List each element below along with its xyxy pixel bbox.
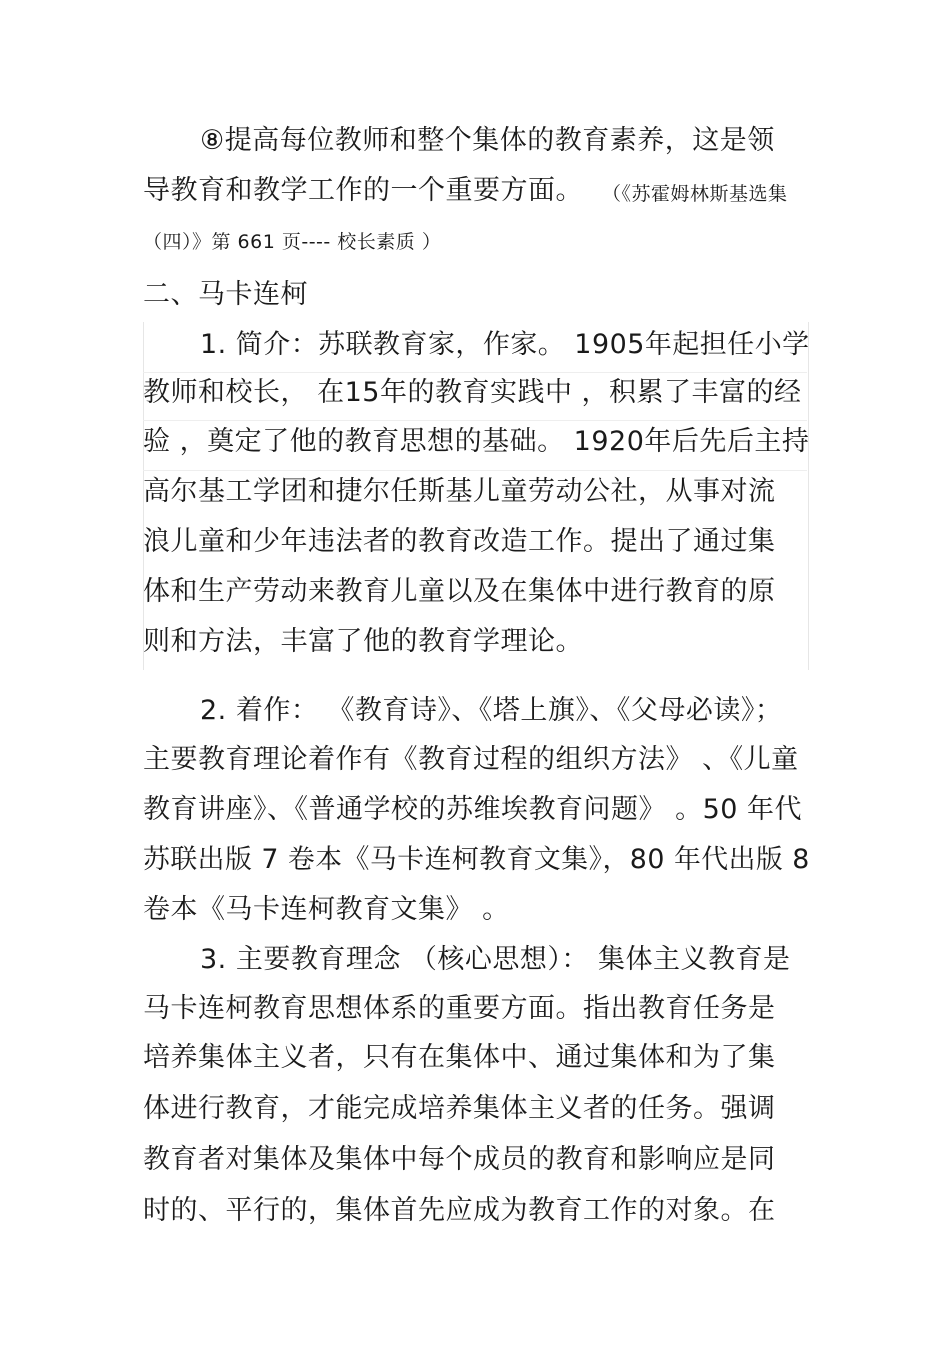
works-line-3: 教育讲座》、《普通学校的苏维埃教育问题》 。50 年代 (143, 794, 803, 825)
intro-line-2: 教师和校长， 在15年的教育实践中 ，积累了丰富的经 (143, 377, 802, 408)
ideas-line-2: 马卡连柯教育思想体系的重要方面。指出教育任务是 (143, 993, 776, 1024)
intro-line-3: 验 ，奠定了他的教育思想的基础。 1920年后先后主持 (143, 426, 810, 457)
intro-line-5: 浪儿童和少年违法者的教育改造工作。提出了通过集 (143, 526, 776, 557)
works-line-4: 苏联出版 7 卷本《马卡连柯教育文集》，80 年代出版 8 (143, 844, 810, 875)
ideas-line-6: 时的、平行的，集体首先应成为教育工作的对象。在 (143, 1195, 776, 1226)
divider (143, 470, 807, 471)
works-line-5: 卷本《马卡连柯教育文集》 。 (143, 894, 510, 925)
works-line-1: 2. 着作： 《教育诗》、《塔上旗》、《父母必读》； (200, 695, 783, 726)
ideas-line-5: 教育者对集体及集体中每个成员的教育和影响应是同 (143, 1144, 776, 1175)
section-heading: 二、马卡连柯 (143, 279, 308, 310)
ideas-line-1: 3. 主要教育理念 （核心思想）： 集体主义教育是 (200, 944, 791, 975)
ideas-line-3: 培养集体主义者，只有在集体中、通过集体和为了集 (143, 1042, 776, 1073)
works-line-2: 主要教育理论着作有《教育过程的组织方法》 、《儿童 (143, 744, 799, 775)
intro-line-4: 高尔基工学团和捷尔任斯基儿童劳动公社，从事对流 (143, 476, 776, 507)
divider (143, 420, 807, 421)
intro-line-6: 体和生产劳动来教育儿童以及在集体中进行教育的原 (143, 576, 776, 607)
para8-line-1: ⑧提高每位教师和整个集体的教育素养，这是领 (200, 125, 775, 156)
intro-line-7: 则和方法，丰富了他的教育学理论。 (143, 626, 583, 657)
ideas-line-4: 体进行教育，才能完成培养集体主义者的任务。强调 (143, 1093, 776, 1124)
para8-line-2: 导教育和教学工作的一个重要方面。 (143, 175, 583, 206)
citation-line-1: （《苏霍姆林斯基选集 (602, 183, 788, 205)
divider (143, 372, 807, 373)
citation-line-2: （四）》第 661 页---- 校长素质 ） (143, 231, 442, 253)
intro-line-1: 1. 简介：苏联教育家，作家。 1905年起担任小学 (200, 329, 810, 360)
